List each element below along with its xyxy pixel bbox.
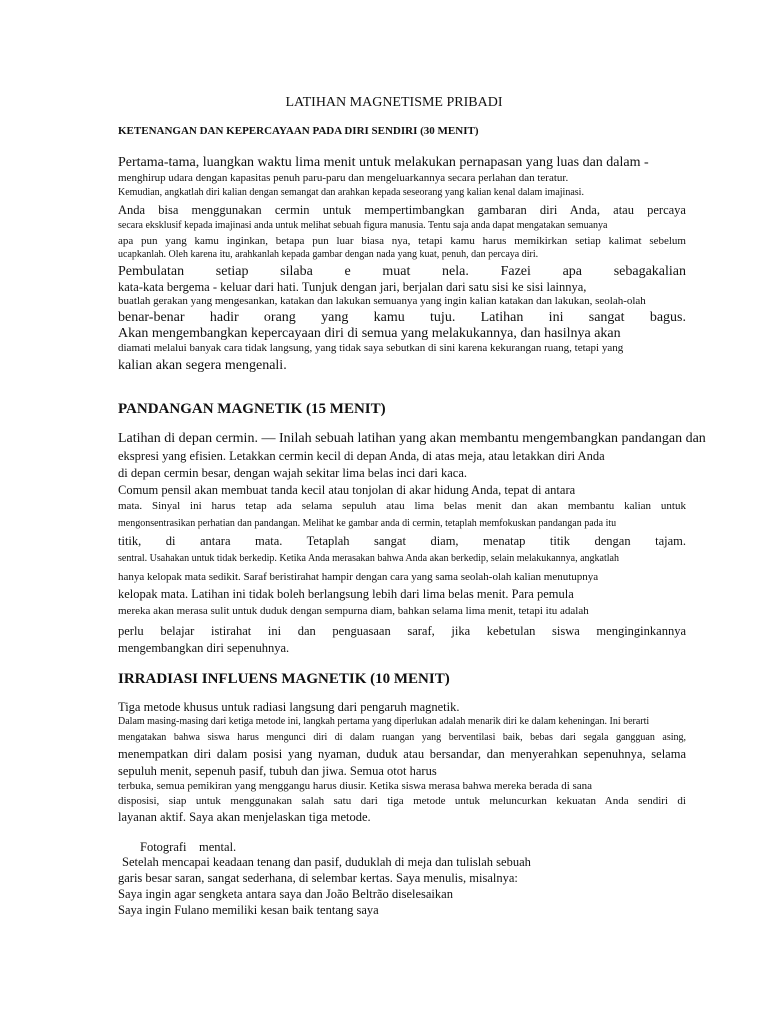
paragraph-line: kelopak mata. Latihan ini tidak boleh berlangsung lebih dari lima belas menit. Para pemula xyxy=(118,587,574,601)
paragraph-line: Saya ingin Fulano memiliki kesan baik tentang saya xyxy=(118,903,379,917)
document-subtitle: KETENANGAN DAN KEPERCAYAAN PADA DIRI SENDIRI (30 MENIT) xyxy=(118,125,479,137)
paragraph-line: menghirup udara dengan kapasitas penuh paru-paru dan mengeluarkannya secara perlahan dan teratur. xyxy=(118,172,569,184)
paragraph-line: menempatkan diri dalam posisi yang nyaman, duduk atau bersandar, dan menyerahkan sepenuhnya, selama xyxy=(118,747,686,761)
paragraph-line: sentral. Usahakan untuk tidak berkedip. Ketika Anda merasakan bahwa Anda akan berkedip, selain melakukannya, angkatlah xyxy=(118,553,619,564)
paragraph-line: Akan mengembangkan kepercayaan diri di semua yang melakukannya, dan hasilnya akan xyxy=(118,326,621,341)
paragraph-line: disposisi, siap untuk menggunakan salah satu dari tiga metode untuk meluncurkan kekuatan Anda sendiri di xyxy=(118,795,686,807)
paragraph-line: kata-kata bergema - keluar dari hati. Tunjuk dengan jari, berjalan dari satu sisi ke sisi lainnya, xyxy=(118,280,587,294)
paragraph-line: benar-benar hadir orang yang kamu tuju. Latihan ini sangat bagus. xyxy=(118,310,686,325)
paragraph-line: terbuka, semua pemikiran yang menggangu harus diusir. Ketika siswa merasa bahwa mereka berada di sana xyxy=(118,780,593,792)
paragraph-line: kalian akan segera mengenali. xyxy=(118,358,287,373)
paragraph-line: Anda bisa menggunakan cermin untuk mempertimbangkan gambaran diri Anda, atau percaya xyxy=(118,203,686,217)
paragraph-line: ekspresi yang efisien. Letakkan cermin kecil di depan Anda, di atas meja, atau letakkan diri Anda xyxy=(118,449,605,463)
paragraph-line: mengembangkan diri sepenuhnya. xyxy=(118,641,290,655)
paragraph-line: di depan cermin besar, dengan wajah sekitar lima belas inci dari kaca. xyxy=(118,466,468,480)
paragraph-line: buatlah gerakan yang mengesankan, katakan dan lakukan semuanya yang ingin kalian katakan dan lakukan, seolah-olah xyxy=(118,295,646,307)
paragraph-line: Latihan di depan cermin. — Inilah sebuah latihan yang akan membantu mengembangkan pandangan dan xyxy=(118,431,706,446)
paragraph-line: Setelah mencapai keadaan tenang dan pasif, duduklah di meja dan tulislah sebuah xyxy=(122,855,531,869)
paragraph-line: Comum pensil akan membuat tanda kecil atau tonjolan di akar hidung Anda, tepat di antara xyxy=(118,483,576,497)
paragraph-line: mata. Sinyal ini harus tetap ada selama sepuluh atau lima belas menit dan akan membantu kalian untuk xyxy=(118,500,686,512)
paragraph-line: layanan aktif. Saya akan menjelaskan tiga metode. xyxy=(118,810,371,824)
paragraph-line: Kemudian, angkatlah diri kalian dengan semangat dan arahkan kepada seseorang yang kalian kenal dalam imajinasi. xyxy=(118,187,584,198)
paragraph-line: titik, di antara mata. Tetaplah sangat diam, menatap titik dengan tajam. xyxy=(118,534,686,548)
paragraph-line: garis besar saran, sangat sederhana, di selembar kertas. Saya menulis, misalnya: xyxy=(118,871,518,885)
paragraph-line: hanya kelopak mata sedikit. Saraf beristirahat hampir dengan cara yang sama seolah-olah kalian menutupnya xyxy=(118,571,599,583)
section-heading: PANDANGAN MAGNETIK (15 MENIT) xyxy=(118,401,386,417)
paragraph-line: Pertama-tama, luangkan waktu lima menit untuk melakukan pernapasan yang luas dan dalam - xyxy=(118,155,649,170)
paragraph-line: mengatakan bahwa siswa harus mengunci diri di dalam ruangan yang berventilasi baik, bebas dari segala gangguan asing, xyxy=(118,732,686,743)
paragraph-line: mereka akan merasa sulit untuk duduk dengan sempurna diam, bahkan selama lima menit, tetapi itu adalah xyxy=(118,605,589,617)
document-title: LATIHAN MAGNETISME PRIBADI xyxy=(285,95,503,110)
paragraph-line: sepuluh menit, sepenuh pasif, tubuh dan jiwa. Semua otot harus xyxy=(118,764,437,778)
paragraph-line: secara eksklusif kepada imajinasi anda untuk melihat sebuah figura manusia. Tentu saja anda dapat mengatakan semuanya xyxy=(118,220,608,231)
section-heading: IRRADIASI INFLUENS MAGNETIK (10 MENIT) xyxy=(118,671,450,687)
paragraph-line: perlu belajar istirahat ini dan penguasaan saraf, jika kebetulan siswa menginginkannya xyxy=(118,624,686,638)
paragraph-line: Saya ingin agar sengketa antara saya dan João Beltrão diselesaikan xyxy=(118,887,453,901)
paragraph-line: diamati melalui banyak cara tidak langsung, yang tidak saya sebutkan di sini karena kekurangan ruang, tetapi yang xyxy=(118,342,624,354)
paragraph-line: ucapkanlah. Oleh karena itu, arahkanlah kepada gambar dengan nada yang kuat, penuh, dan percaya diri. xyxy=(118,249,539,260)
paragraph-line: mengonsentrasikan perhatian dan pandangan. Melihat ke gambar anda di cermin, tetaplah memfokuskan pandangan pada itu xyxy=(118,518,617,529)
paragraph-line: Dalam masing-masing dari ketiga metode ini, langkah pertama yang diperlukan adalah menarik diri ke dalam keheningan. Ini berarti xyxy=(118,716,650,727)
paragraph-line: Tiga metode khusus untuk radiasi langsung dari pengaruh magnetik. xyxy=(118,700,460,714)
subsection-label: Fotografi mental. xyxy=(140,840,237,854)
paragraph-line: Pembulatan setiap silaba e muat nela. Fazei apa sebagakalian xyxy=(118,264,686,279)
paragraph-line: apa pun yang kamu inginkan, betapa pun luar biasa nya, tetapi kamu harus memikirkan setiap kalimat sebelum xyxy=(118,235,686,247)
